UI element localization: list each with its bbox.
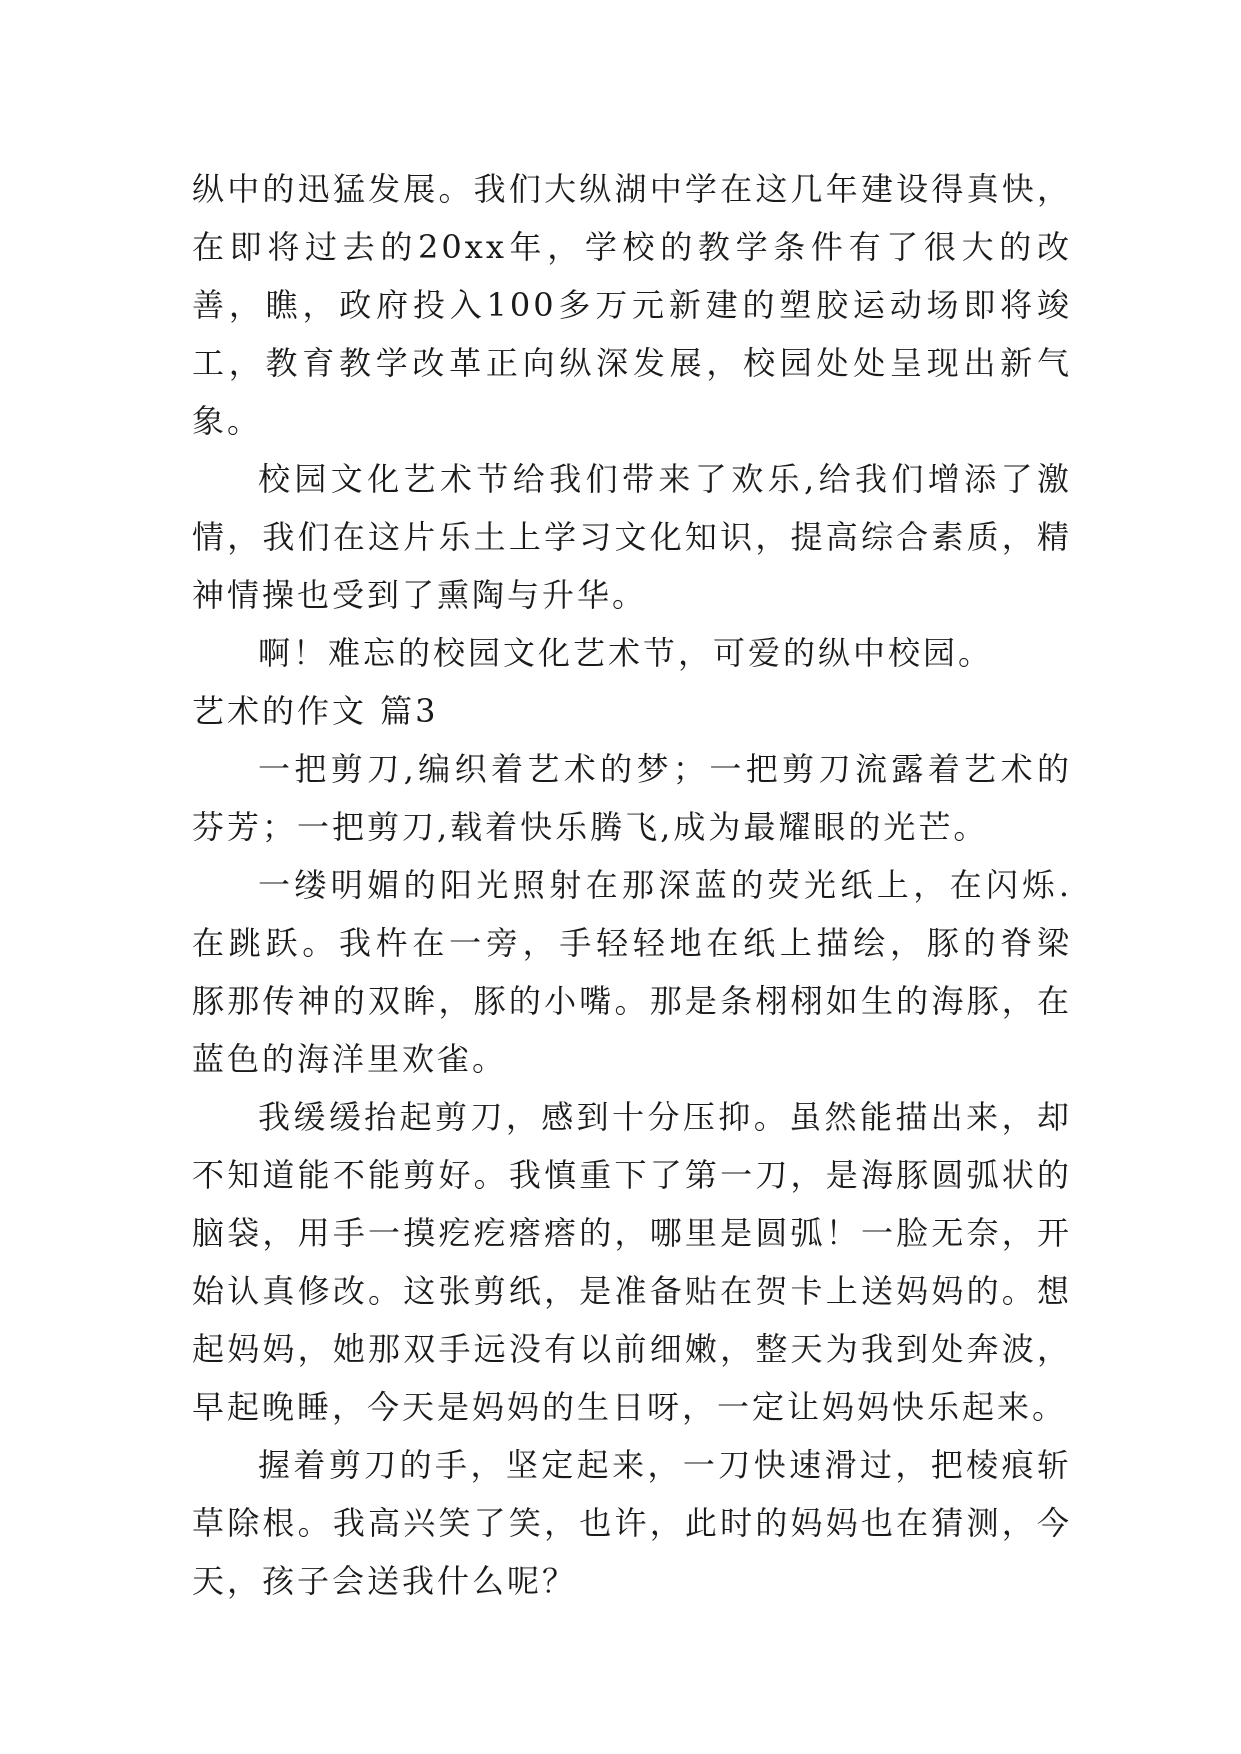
paragraph: 握着剪刀的手，坚定起来，一刀快速滑过，把棱痕斩草除根。我高兴笑了笑，也许，此时的妈妈也在猜测，今天，孩子会送我什么呢？ xyxy=(192,1446,1072,1600)
paragraph: 我缓缓抬起剪刀，感到十分压抑。虽然能描出来，却不知道能不能剪好。我慎重下了第一刀，是海豚圆弧状的脑袋，用手一摸疙疙瘩瘩的，哪里是圆弧！一脸无奈，开始认真修改。这张剪纸，是准备贴在贺卡上送妈妈的。想起妈妈，她那双手远没有以前细嫩，整天为我到处奔波，早起晚睡，今天是妈妈的生日呀，一定让妈妈快乐起来。 xyxy=(192,1098,1072,1426)
paragraph: 啊！难忘的校园文化艺术节，可爱的纵中校园。 xyxy=(258,634,994,672)
document-body xyxy=(192,160,1072,1610)
paragraph: 一缕明媚的阳光照射在那深蓝的荧光纸上，在闪烁.在跳跃。我杵在一旁，手轻轻地在纸上描绘，豚的脊梁 豚那传神的双眸，豚的小嘴。那是条栩栩如生的海豚，在蓝色的海洋里欢雀。 xyxy=(192,866,1072,1078)
paragraph: 校园文化艺术节给我们带来了欢乐,给我们增添了激情，我们在这片乐土上学习文化知识，提高综合素质，精神情操也受到了熏陶与升华。 xyxy=(192,460,1072,614)
paragraph: 一把剪刀,编织着艺术的梦；一把剪刀流露着艺术的芬芳；一把剪刀,载着快乐腾飞,成为最耀眼的光芒。 xyxy=(192,750,1072,846)
section-heading: 艺术的作文 篇3 xyxy=(192,692,439,730)
paragraph: 纵中的迅猛发展。我们大纵湖中学在这几年建设得真快，在即将过去的20xx年，学校的教学条件有了很大的改善，瞧，政府投入100多万元新建的塑胶运动场即将竣工，教育教学改革正向纵深发展，校园处处呈现出新气象。 xyxy=(192,170,1072,440)
